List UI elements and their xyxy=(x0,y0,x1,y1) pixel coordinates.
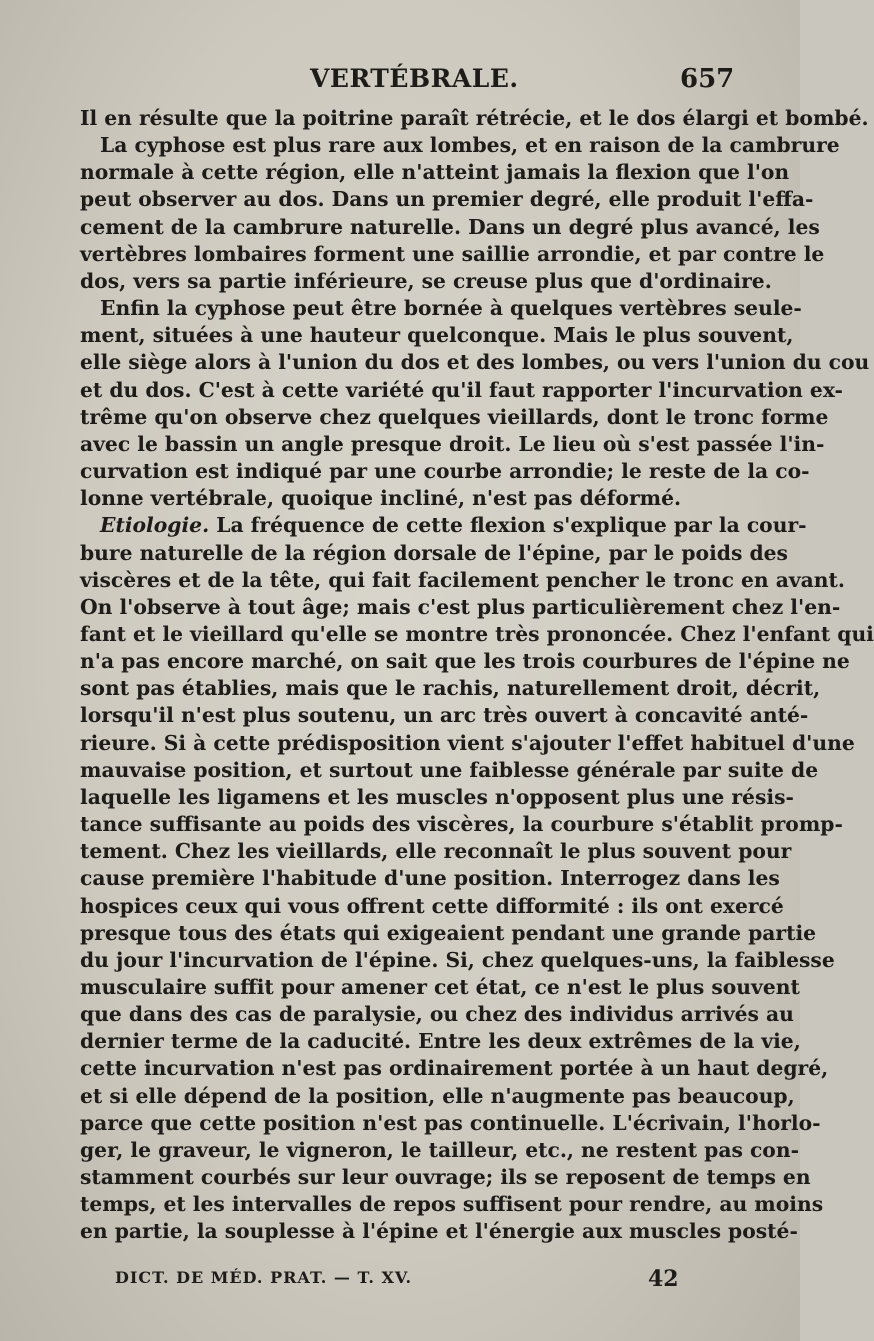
text-line: et du dos. C'est à cette variété qu'il faut rapporter l'incurvation ex- xyxy=(80,377,843,402)
text-line: On l'observe à tout âge; mais c'est plus particulièrement chez l'en- xyxy=(80,594,841,619)
text-line: elle siège alors à l'union du dos et des lombes, ou vers l'union du cou xyxy=(80,350,870,375)
text-line: normale à cette région, elle n'atteint jamais la flexion que l'on xyxy=(80,160,790,185)
text-line: bure naturelle de la région dorsale de l'épine, par le poids des xyxy=(80,540,788,565)
page-number: 657 xyxy=(680,64,735,94)
page-header xyxy=(0,60,800,100)
text-line: La cyphose est plus rare aux lombes, et en raison de la cambrure xyxy=(100,133,840,158)
text-line: cement de la cambrure naturelle. Dans un degré plus avancé, les xyxy=(80,214,820,239)
text-line: lonne vertébrale, quoique incliné, n'est pas déformé. xyxy=(80,486,682,511)
text-line: viscères et de la tête, qui fait facilement pencher le tronc en avant. xyxy=(80,567,845,592)
etiology-label: Etiologie. xyxy=(100,513,210,538)
text-line-rest: La fréquence de cette flexion s'explique par la cour- xyxy=(216,513,807,538)
text-line: en partie, la souplesse à l'épine et l'énergie aux muscles posté- xyxy=(80,1219,798,1244)
text-line: rieure. Si à cette prédisposition vient s'ajouter l'effet habituel d'une xyxy=(80,730,855,755)
text-line: Il en résulte que la poitrine paraît rétrécie, et le dos élargi et bombé. xyxy=(80,106,869,130)
text-line: cette incurvation n'est pas ordinairement portée à un haut degré, xyxy=(80,1056,829,1081)
text-line: du jour l'incurvation de l'épine. Si, chez quelques-uns, la faiblesse xyxy=(80,947,835,972)
text-line: et si elle dépend de la position, elle n'augmente pas beaucoup, xyxy=(80,1083,795,1108)
text-line: vertèbres lombaires forment une saillie arrondie, et par contre le xyxy=(80,241,825,266)
text-line: Enfin la cyphose peut être bornée à quelques vertèbres seule- xyxy=(100,296,802,321)
text-line: tance suffisante au poids des viscères, la courbure s'établit promp- xyxy=(80,812,843,837)
signature-mark: DICT. DE MÉD. PRAT. — T. XV. xyxy=(115,1268,413,1287)
text-line: laquelle les ligamens et les muscles n'opposent plus une résis- xyxy=(80,784,794,809)
page-footer xyxy=(0,1266,800,1296)
text-line: temps, et les intervalles de repos suffisent pour rendre, au moins xyxy=(80,1192,824,1217)
text-line: avec le bassin un angle presque droit. Le lieu où s'est passée l'in- xyxy=(80,431,825,456)
text-line: cause première l'habitude d'une position. Interrogez dans les xyxy=(80,866,780,891)
text-line: tement. Chez les vieillards, elle reconnaît le plus souvent pour xyxy=(80,839,792,864)
text-line: que dans des cas de paralysie, ou chez des individus arrivés au xyxy=(80,1002,794,1027)
text-line: ment, situées à une hauteur quelconque. Mais le plus souvent, xyxy=(80,323,794,348)
text-line xyxy=(80,512,807,539)
text-line: parce que cette position n'est pas continuelle. L'écrivain, l'horlo- xyxy=(80,1110,821,1135)
text-line: dernier terme de la caducité. Entre les deux extrêmes de la vie, xyxy=(80,1029,801,1054)
text-line: n'a pas encore marché, on sait que les trois courbures de l'épine ne xyxy=(80,649,850,674)
text-line: curvation est indiqué par une courbe arrondie; le reste de la co- xyxy=(80,459,810,484)
text-line: sont pas établies, mais que le rachis, naturellement droit, décrit, xyxy=(80,676,821,701)
text-line: trême qu'on observe chez quelques vieillards, dont le tronc forme xyxy=(80,404,829,429)
text-line: musculaire suffit pour amener cet état, ce n'est le plus souvent xyxy=(80,975,800,999)
text-line: ger, le graveur, le vigneron, le tailleur, etc., ne restent pas con- xyxy=(80,1137,800,1162)
running-head: VERTÉBRALE. xyxy=(310,64,519,93)
text-line: presque tous des états qui exigeaient pendant une grande partie xyxy=(80,920,817,945)
text-line: stamment courbés sur leur ouvrage; ils se reposent de temps en xyxy=(80,1165,811,1190)
text-line: peut observer au dos. Dans un premier degré, elle produit l'effa- xyxy=(80,187,814,212)
body-text xyxy=(80,105,874,1246)
sheet-number: 42 xyxy=(648,1266,679,1292)
text-line: mauvaise position, et surtout une faiblesse générale par suite de xyxy=(80,757,819,782)
text-line: lorsqu'il n'est plus soutenu, un arc très ouvert à concavité anté- xyxy=(80,703,809,728)
text-line: fant et le vieillard qu'elle se montre très prononcée. Chez l'enfant qui xyxy=(80,621,874,646)
text-line: hospices ceux qui vous offrent cette difformité : ils ont exercé xyxy=(80,893,784,918)
text-line: dos, vers sa partie inférieure, se creuse plus que d'ordinaire. xyxy=(80,268,772,293)
